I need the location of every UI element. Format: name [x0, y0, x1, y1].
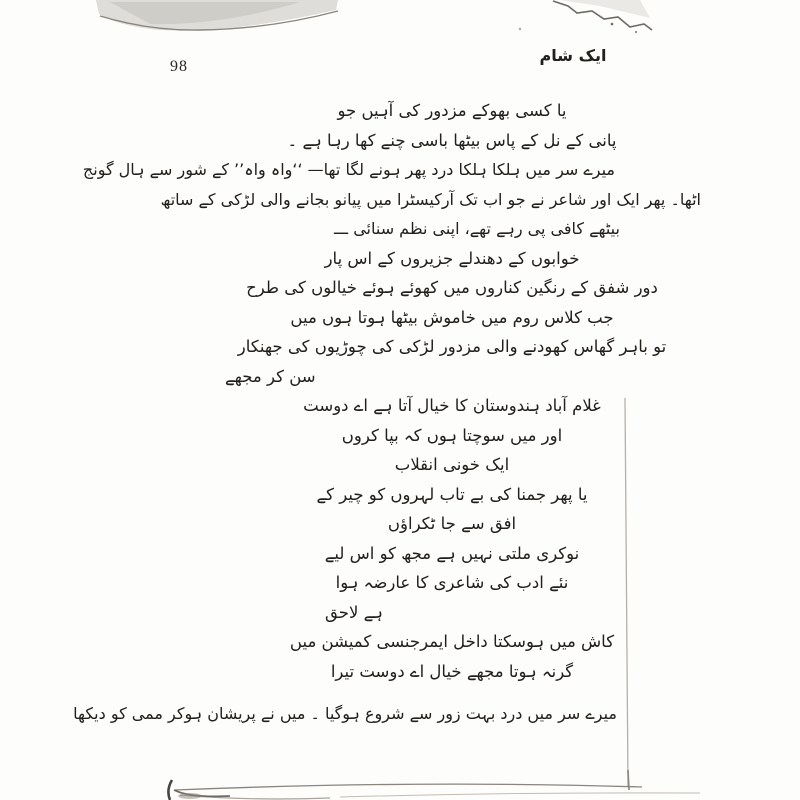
- poem-line: جب کلاس روم میں خاموش بیٹھا ہوتا ہوں میں: [290, 307, 614, 327]
- bottom-edge-line: [175, 784, 700, 799]
- top-left-corner-stain: [96, 0, 521, 31]
- poem-line: غلام آباد ہندوستان کا خیال آتا ہے اے دوست: [303, 396, 601, 415]
- poem-line: گرنہ ہوتا مجھے خیال اے دوست تیرا: [330, 661, 574, 681]
- poem-line: نئے ادب کی شاعری کا عارضہ ہوا: [335, 573, 569, 592]
- page-number: 98: [170, 58, 188, 75]
- prose-line: بیٹھے کافی پی رہے تھے، اپنی نظم سنائی ـــ: [334, 219, 620, 238]
- poem-line: یا کسی بھوکے مزدور کی آہیں جو: [337, 101, 567, 120]
- poem-line: خوابوں کے دھندلے جزیروں کے اس پار: [324, 248, 580, 268]
- poem-line: دور شفق کے رنگین کناروں میں کھوئے ہوئے خیالوں کی طرح: [246, 278, 658, 297]
- poem-line: ہے لاحق: [325, 602, 383, 622]
- prose-line: اٹھا۔ پھر ایک اور شاعر نے جو اب تک آرکیسٹرا میں پیانو بجانے والی لڑکی کے ساتھ: [160, 189, 701, 209]
- prose-line: میرے سر میں درد بہت زور سے شروع ہوگیا ۔ میں نے پریشان ہوکر ممی کو دیکھا: [73, 704, 617, 723]
- bottom-left-corner-mark: [168, 780, 230, 800]
- poem-line: اور میں سوچتا ہوں کہ بپا کروں: [341, 425, 563, 445]
- poem-line: ایک خونی انقلاب: [394, 455, 510, 474]
- poem-line: پانی کے نل کے پاس بیٹھا باسی چنے کھا رہا ہے ۔: [287, 130, 617, 150]
- poem-line: افق سے جا ٹکراؤں: [387, 514, 517, 533]
- text-block: [73, 96, 701, 729]
- poem-line: نوکری ملتی نہیں ہے مجھ کو اس لیے: [324, 543, 580, 563]
- poem-line: سن کر مجھے: [225, 366, 316, 386]
- top-right-corner-mark: [553, 0, 652, 33]
- poem-line: کاش میں ہوسکتا داخل ایمرجنسی کمیشن میں: [289, 632, 615, 651]
- poem-line: یا پھر جمنا کی بے تاب لہروں کو چیر کے: [316, 484, 588, 504]
- prose-line: میرے سر میں ہلکا ہلکا درد پھر ہونے لگا تھا— ‘‘واہ واہ’’ کے شور سے ہال گونج: [82, 160, 615, 179]
- running-title: ایک شام: [539, 46, 607, 65]
- poem-line: تو باہر گھاس کھودنے والی مزدور لڑکی کی چوڑیوں کی جھنکار: [237, 337, 667, 356]
